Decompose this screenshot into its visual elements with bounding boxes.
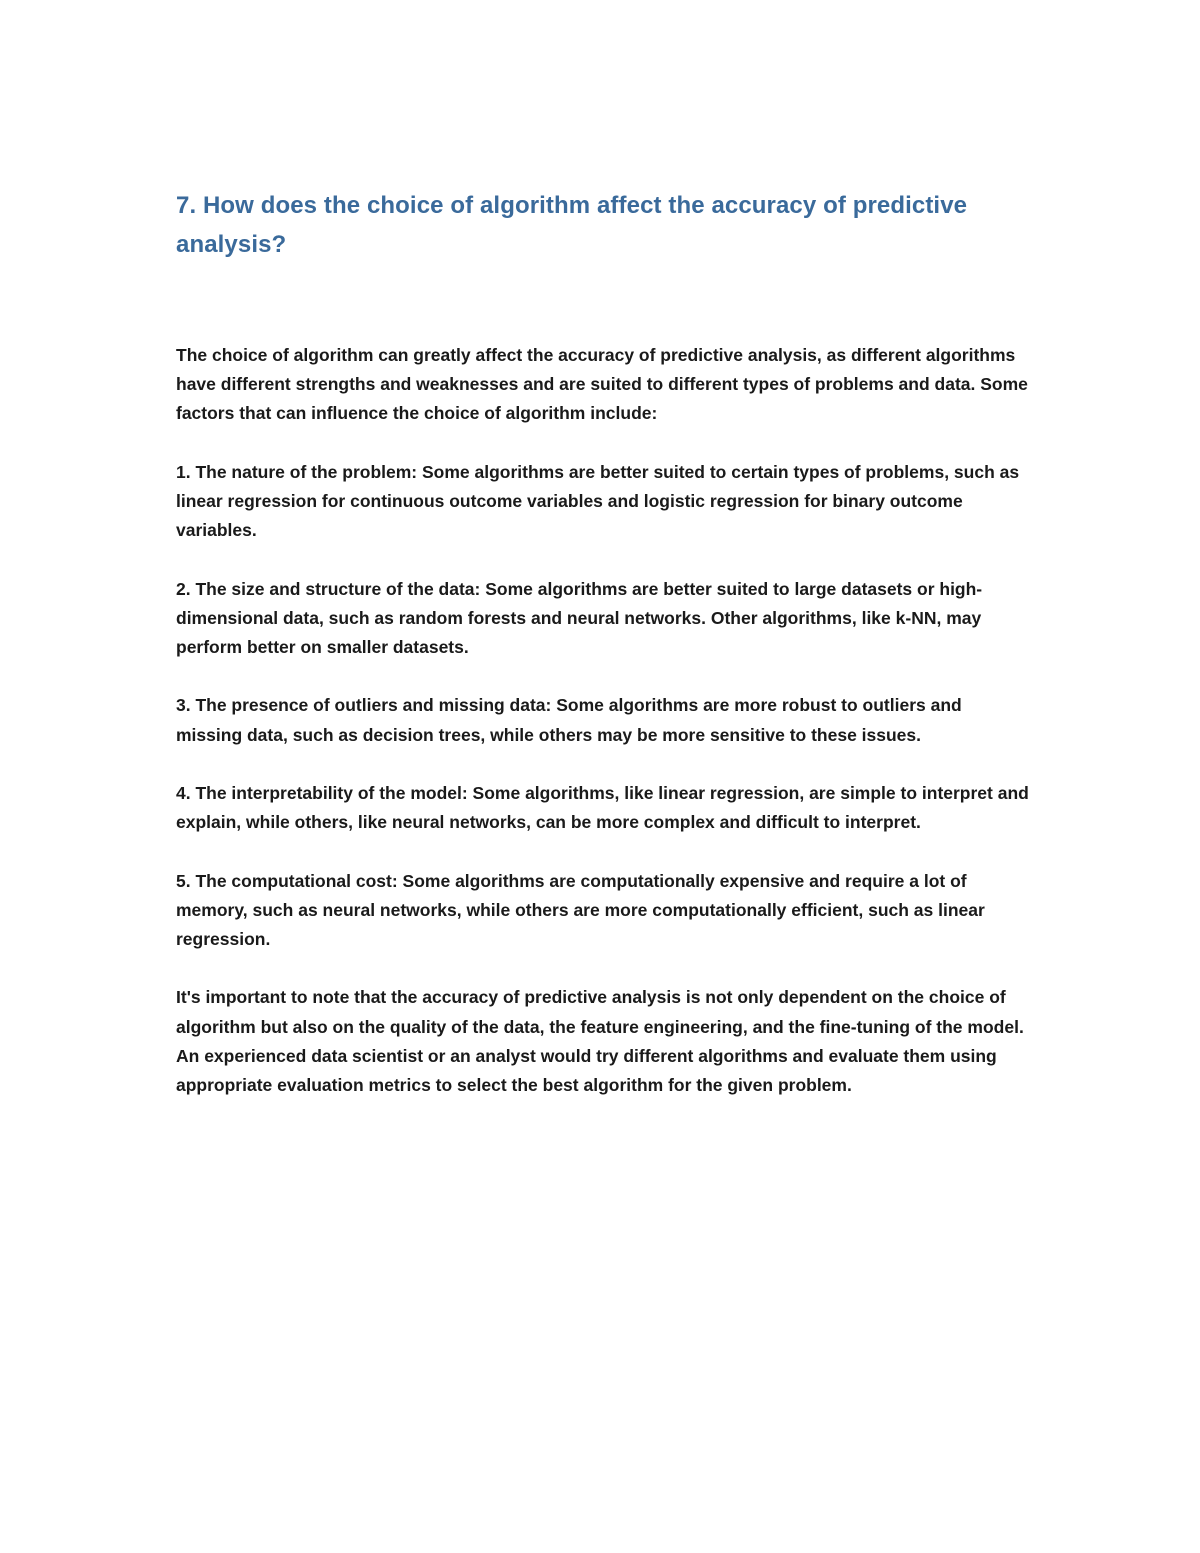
factor-paragraph-2: 2. The size and structure of the data: Some algorithms are better suited to large datasets or high-dimensional data, such as random forests and neural networks. Other algorithms, like k-NN, may perform better on smaller datasets. [176, 578, 983, 657]
question-heading: 7. How does the choice of algorithm affect the accuracy of predictive analysis? [176, 192, 968, 258]
answer-body [176, 341, 1032, 1100]
factor-paragraph-1: 1. The nature of the problem: Some algorithms are better suited to certain types of problems, such as linear regression for continuous outcome variables and logistic regression for binary outcome variables. [176, 461, 1020, 541]
factor-paragraph-5: 5. The computational cost: Some algorithms are computationally expensive and require a lot of memory, such as neural networks, while others are more computationally efficient, such as linear regression. [176, 870, 985, 949]
factor-paragraph-3: 3. The presence of outliers and missing data: Some algorithms are more robust to outliers and missing data, such as decision trees, while others may be more sensitive to these issues. [176, 695, 962, 745]
intro-paragraph: The choice of algorithm can greatly affect the accuracy of predictive analysis, as different algorithms have different strengths and weaknesses and are suited to different types of problems and data. Some factors that can influence the choice of algorithm include: [176, 345, 1028, 424]
conclusion-paragraph: It's important to note that the accuracy of predictive analysis is not only dependent on the choice of algorithm but also on the quality of the data, the feature engineering, and the fine-tuning of the model. An experienced data scientist or an analyst would try different algorithms and evaluate them using appropriate evaluation metrics to select the best algorithm for the given problem. [176, 987, 1024, 1095]
factor-paragraph-4: 4. The interpretability of the model: Some algorithms, like linear regression, are simple to interpret and explain, while others, like neural networks, can be more complex and difficult to interpret. [176, 782, 1029, 833]
